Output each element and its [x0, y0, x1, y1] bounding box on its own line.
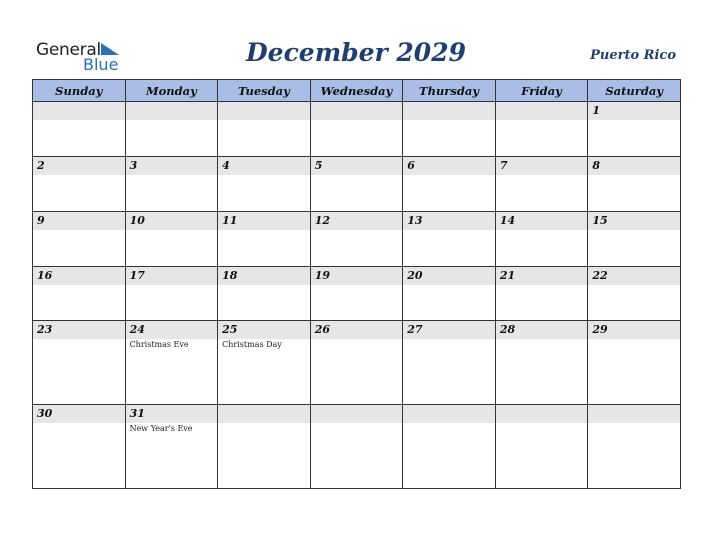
day-number: 7 — [496, 157, 588, 175]
day-cell — [588, 405, 681, 489]
day-cell — [125, 102, 218, 157]
day-number: 6 — [403, 157, 495, 175]
day-number: 25 — [218, 321, 310, 339]
day-number: 8 — [588, 157, 680, 175]
day-number — [126, 102, 218, 120]
day-number: 23 — [33, 321, 125, 339]
day-number: 26 — [311, 321, 403, 339]
day-number: 27 — [403, 321, 495, 339]
day-number: 19 — [311, 267, 403, 285]
day-cell — [495, 156, 588, 211]
day-number: 12 — [311, 212, 403, 230]
day-cell — [495, 102, 588, 157]
day-number: 22 — [588, 267, 680, 285]
day-number: 24 — [126, 321, 218, 339]
day-number: 10 — [126, 212, 218, 230]
day-number — [311, 405, 403, 423]
week-row — [33, 156, 681, 211]
day-cell — [588, 156, 681, 211]
day-cell — [310, 321, 403, 405]
logo-text-blue: Blue — [83, 55, 119, 74]
day-number: 29 — [588, 321, 680, 339]
day-cell — [495, 321, 588, 405]
day-number: 16 — [33, 267, 125, 285]
day-number: 5 — [311, 157, 403, 175]
day-cell — [125, 156, 218, 211]
day-cell — [310, 266, 403, 321]
day-number: 9 — [33, 212, 125, 230]
holiday-label: Christmas Eve — [129, 340, 189, 350]
day-cell — [495, 211, 588, 266]
day-number — [496, 102, 588, 120]
weekday-header-row — [33, 80, 681, 102]
weekday-tuesday: Tuesday — [218, 80, 311, 102]
calendar-title: December 2029 — [245, 38, 466, 67]
day-cell — [310, 102, 403, 157]
day-cell — [588, 102, 681, 157]
day-cell — [403, 102, 496, 157]
weekday-friday: Friday — [495, 80, 588, 102]
day-number: 21 — [496, 267, 588, 285]
day-cell — [403, 266, 496, 321]
weekday-thursday: Thursday — [403, 80, 496, 102]
day-cell — [218, 405, 311, 489]
day-number: 15 — [588, 212, 680, 230]
day-cell — [403, 321, 496, 405]
day-number — [588, 405, 680, 423]
day-number: 14 — [496, 212, 588, 230]
day-number — [33, 102, 125, 120]
day-number: 28 — [496, 321, 588, 339]
day-number — [403, 102, 495, 120]
holiday-label: Christmas Day — [222, 340, 282, 350]
weekday-sunday: Sunday — [33, 80, 126, 102]
day-cell — [310, 156, 403, 211]
day-number: 4 — [218, 157, 310, 175]
day-cell — [125, 211, 218, 266]
calendar-grid — [32, 79, 681, 489]
day-number — [218, 405, 310, 423]
day-cell — [33, 321, 126, 405]
week-row — [33, 211, 681, 266]
day-number — [218, 102, 310, 120]
day-cell — [218, 266, 311, 321]
weekday-wednesday: Wednesday — [310, 80, 403, 102]
day-number: 20 — [403, 267, 495, 285]
weekday-saturday: Saturday — [588, 80, 681, 102]
day-number: 18 — [218, 267, 310, 285]
day-number: 31 — [126, 405, 218, 423]
week-row — [33, 321, 681, 405]
day-number: 2 — [33, 157, 125, 175]
day-cell — [403, 405, 496, 489]
day-cell — [403, 211, 496, 266]
week-row — [33, 102, 681, 157]
day-cell — [403, 156, 496, 211]
day-cell — [33, 266, 126, 321]
day-cell — [218, 321, 311, 405]
week-row — [33, 405, 681, 489]
day-cell — [588, 321, 681, 405]
day-number: 13 — [403, 212, 495, 230]
day-cell — [218, 211, 311, 266]
day-cell — [495, 405, 588, 489]
day-cell — [33, 156, 126, 211]
day-number: 11 — [218, 212, 310, 230]
day-cell — [495, 266, 588, 321]
day-cell — [588, 211, 681, 266]
day-cell — [125, 321, 218, 405]
holiday-label: New Year's Eve — [129, 424, 193, 434]
day-cell — [33, 102, 126, 157]
weekday-monday: Monday — [125, 80, 218, 102]
day-number — [403, 405, 495, 423]
day-number: 1 — [588, 102, 680, 120]
day-cell — [125, 405, 218, 489]
day-number: 17 — [126, 267, 218, 285]
day-cell — [33, 211, 126, 266]
week-row — [33, 266, 681, 321]
day-cell — [218, 156, 311, 211]
day-number — [311, 102, 403, 120]
day-cell — [310, 405, 403, 489]
day-cell — [218, 102, 311, 157]
day-number: 30 — [33, 405, 125, 423]
day-cell — [33, 405, 126, 489]
day-cell — [125, 266, 218, 321]
day-cell — [310, 211, 403, 266]
day-cell — [588, 266, 681, 321]
day-number: 3 — [126, 157, 218, 175]
logo-text-general: General — [36, 40, 101, 60]
day-number — [496, 405, 588, 423]
country-label: Puerto Rico — [590, 48, 676, 63]
